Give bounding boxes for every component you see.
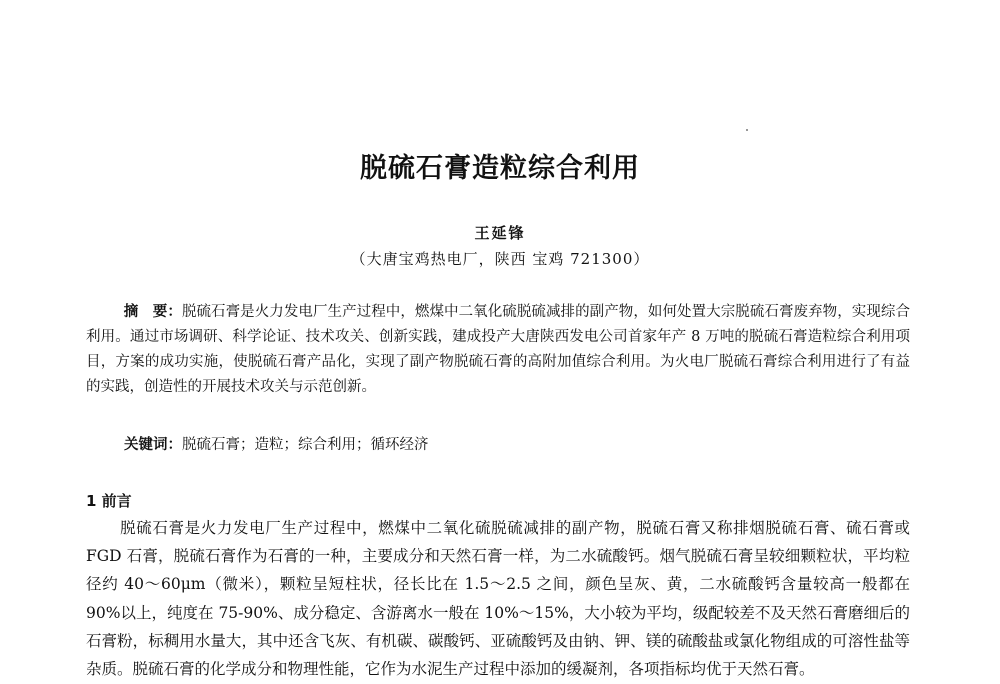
scan-speck	[746, 129, 748, 131]
author-affiliation: （大唐宝鸡热电厂，陕西 宝鸡 721300）	[350, 250, 650, 268]
section-heading: 1 前言	[86, 492, 132, 510]
author-name: 王延锋	[474, 224, 526, 242]
body-paragraph: 脱硫石膏是火力发电厂生产过程中，燃煤中二氧化硫脱硫减排的副产物，脱硫石膏又称排烟脱硫石膏、硫石膏或 FGD 石膏，脱硫石膏作为石膏的一种，主要成分和天然石膏一样，为二水硫酸钙。烟气脱硫石膏呈较细颗粒状，平均粒径约 40～60μm（微米），颗粒呈短柱状，径长比在 1.5～2.5 之间，颜色呈灰、黄，二水硫酸钙含量较高一般都在 90%以上，纯度在 75-90%、成分稳定、含游离水一般在 10%～15%，大小较为平均，级配较差不及天然石膏磨细后的石膏粉，标稠用水量大，其中还含飞灰、有机碳、碳酸钙、亚硫酸钙及由钠、钾、镁的硫酸盐或氯化物组成的可溶性盐等杂质。脱硫石膏的化学成分和物理性能，它作为水泥生产过程中添加的缓凝剂，各项指标均优于天然石膏。	[86, 519, 910, 679]
abstract	[86, 300, 910, 400]
paper-title: 脱硫石膏造粒综合利用	[360, 153, 640, 184]
abstract-label: 摘 要：	[123, 304, 182, 320]
keywords-text: 脱硫石膏；造粒；综合利用；循环经济	[182, 437, 429, 453]
keywords-label: 关键词：	[124, 437, 182, 453]
abstract-text: 脱硫石膏是火力发电厂生产过程中，燃煤中二氧化硫脱硫减排的副产物，如何处置大宗脱硫石膏废弃物，实现综合利用。通过市场调研、科学论证、技术攻关、创新实践，建成投产大唐陕西发电公司首家年产 8 万吨的脱硫石膏造粒综合利用项目，方案的成功实施，使脱硫石膏产品化，实现了副产物脱硫石膏的高附加值综合利用。为火电厂脱硫石膏综合利用进行了有益的实践，创造性的开展技术攻关与示范创新。	[86, 304, 910, 395]
keywords	[124, 433, 910, 458]
